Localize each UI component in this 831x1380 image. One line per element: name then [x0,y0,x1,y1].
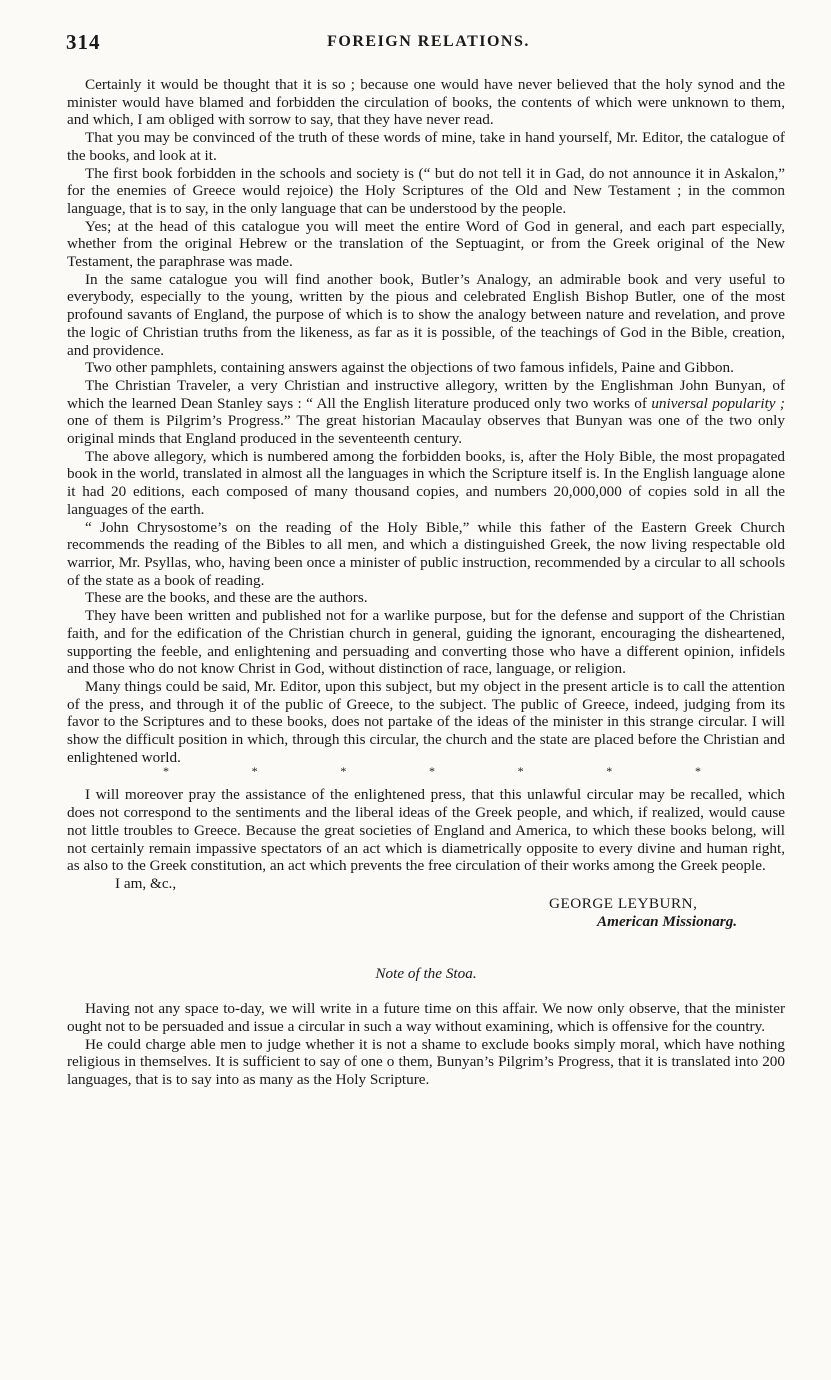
paragraph: Certainly it would be thought that it is so ; because one would have never believed that the holy synod and the minister would have blamed and forbidden the circulation of books, the contents of which were unknown to them, and which, I am obliged with sorrow to say, that they have never read. [67,76,785,129]
asterisk: * [340,764,347,779]
paragraph: Yes; at the head of this catalogue you will meet the entire Word of God in general, and each part especially, whether from the original Hebrew or the translation of the Septuagint, or from the Greek original of the New Testament, the paraphrase was made. [67,217,785,271]
paragraph: That you may be convinced of the truth of these words of mine, take in hand yourself, Mr. Editor, the catalogue of the books, and look at it. [67,129,785,164]
note-title: Note of the Stoa. [375,964,477,982]
paragraph: These are the books, and these are the authors. [85,589,368,607]
paragraph-bunyan: The Christian Traveler, a very Christian and instructive allegory, written by the Englishman John Bunyan, of which the learned Dean Stanley says : “ All the English literature produced only two works of universal popularity ; one of them is Pilgrim’s Progress.” The great historian Macaulay observes that Bunyan was one of the two only original minds that England produced in the seventeenth century. [67,376,785,448]
asterisk: * [251,764,258,779]
signature-name: GEORGE LEYBURN, [549,894,698,912]
closing-paragraph: I will moreover pray the assistance of the enlightened press, that this unlawful circular may be recalled, which does not correspond to the sentiments and the liberal ideas of the Greek people, and which, if realized, would cause not little troubles to Greece. Because the great societies of England and America, to which these books belong, will not certainly remain impassive spectators of an act which is diametrically opposite to every divine and human right, as also to the Greek constitution, an act which prevents the free circulation of their works among the Greek people. [67,786,785,875]
closing-formula: I am, &c., [115,874,177,892]
signature-title: American Missionarg. [597,912,738,930]
page-number: 314 [66,30,101,54]
paragraph: Two other pamphlets, containing answers against the objections of two famous infidels, Paine and Gibbon. [85,359,734,377]
paragraph: Many things could be said, Mr. Editor, upon this subject, but my object in the present article is to call the attention of the press, and through it of the public of Greece, to the subject. The public of Greece, indeed, judging from its favor to the Scriptures and to these books, does not partake of the ideas of the minister in this strange circular. I will show the difficult position in which, through this circular, the church and the state are placed before the Christian and enlightened world. [67,677,785,766]
signature-block [67,895,785,935]
note-paragraph: He could charge able men to judge whether it is not a shame to exclude books simply moral, which have nothing religious in themselves. It is sufficient to say of one o them, Bunyan’s Pilgrim’s Progress, that it is translated into 200 languages, that is to say into as many as the Holy Scripture. [67,1035,785,1089]
asterisk: * [606,764,613,779]
emphasis: universal popularity ; [651,394,785,412]
asterisk: * [428,764,435,779]
asterisk: * [517,764,524,779]
letter-body [67,76,785,1089]
paragraph: In the same catalogue you will find another book, Butler’s Analogy, an admirable book and very useful to everybody, especially to the young, written by the pious and celebrated English Bishop Butler, one of the most profound savants of England, the purpose of which is to show the analogy between nature and revelation, and prove the logic of Christian truths from the likeness, as far as it is possible, of the teachings of God in the Bible, creation, and providence. [67,270,785,359]
note-paragraph: Having not any space to-day, we will write in a future time on this affair. We now only observe, that the minister ought not to be persuaded and issue a circular in such a way without examining, which is offensive for the country. [67,1000,785,1036]
asterisk: * [694,764,701,779]
paragraph: The first book forbidden in the schools and society is (“ but do not tell it in Gad, do not announce it in Askalon,” for the enemies of Greece would rejoice) the Holy Scriptures of the Old and New Testament ; in the common language, that is to say, in the only language that can be understood by the people. [67,164,785,217]
asterisk: * [163,764,169,779]
paragraph: The above allegory, which is numbered among the forbidden books, is, after the Holy Bible, the most propagated book in the world, translated in almost all the languages in which the Scripture itself is. In the English language alone it had 20 editions, each composed of many thousand copies, and numbers 20,000,000 of copies sold in all the languages of the earth. [67,447,785,518]
paragraph: They have been written and published not for a warlike purpose, but for the defense and support of the Christian faith, and for the edification of the Christian church in general, guiding the ignorant, encouraging the disheartened, supporting the feeble, and enlightening and persuading and converting those who have a different opinion, infidels and those who do not know Christ in God, without distinction of race, language, or religion. [67,607,785,678]
paragraph: “ John Chrysostome’s on the reading of the Holy Bible,” while this father of the Eastern Greek Church recommends the reading of the Bibles to all men, and which a distinguished Greek, the now living respectable old warrior, Mr. Psyllas, who, having been once a minister of public instruction, recommended by a circular to all schools of the state as a book of reading. [67,518,785,589]
running-head: FOREIGN RELATIONS. [327,33,530,50]
page-header [66,30,791,54]
